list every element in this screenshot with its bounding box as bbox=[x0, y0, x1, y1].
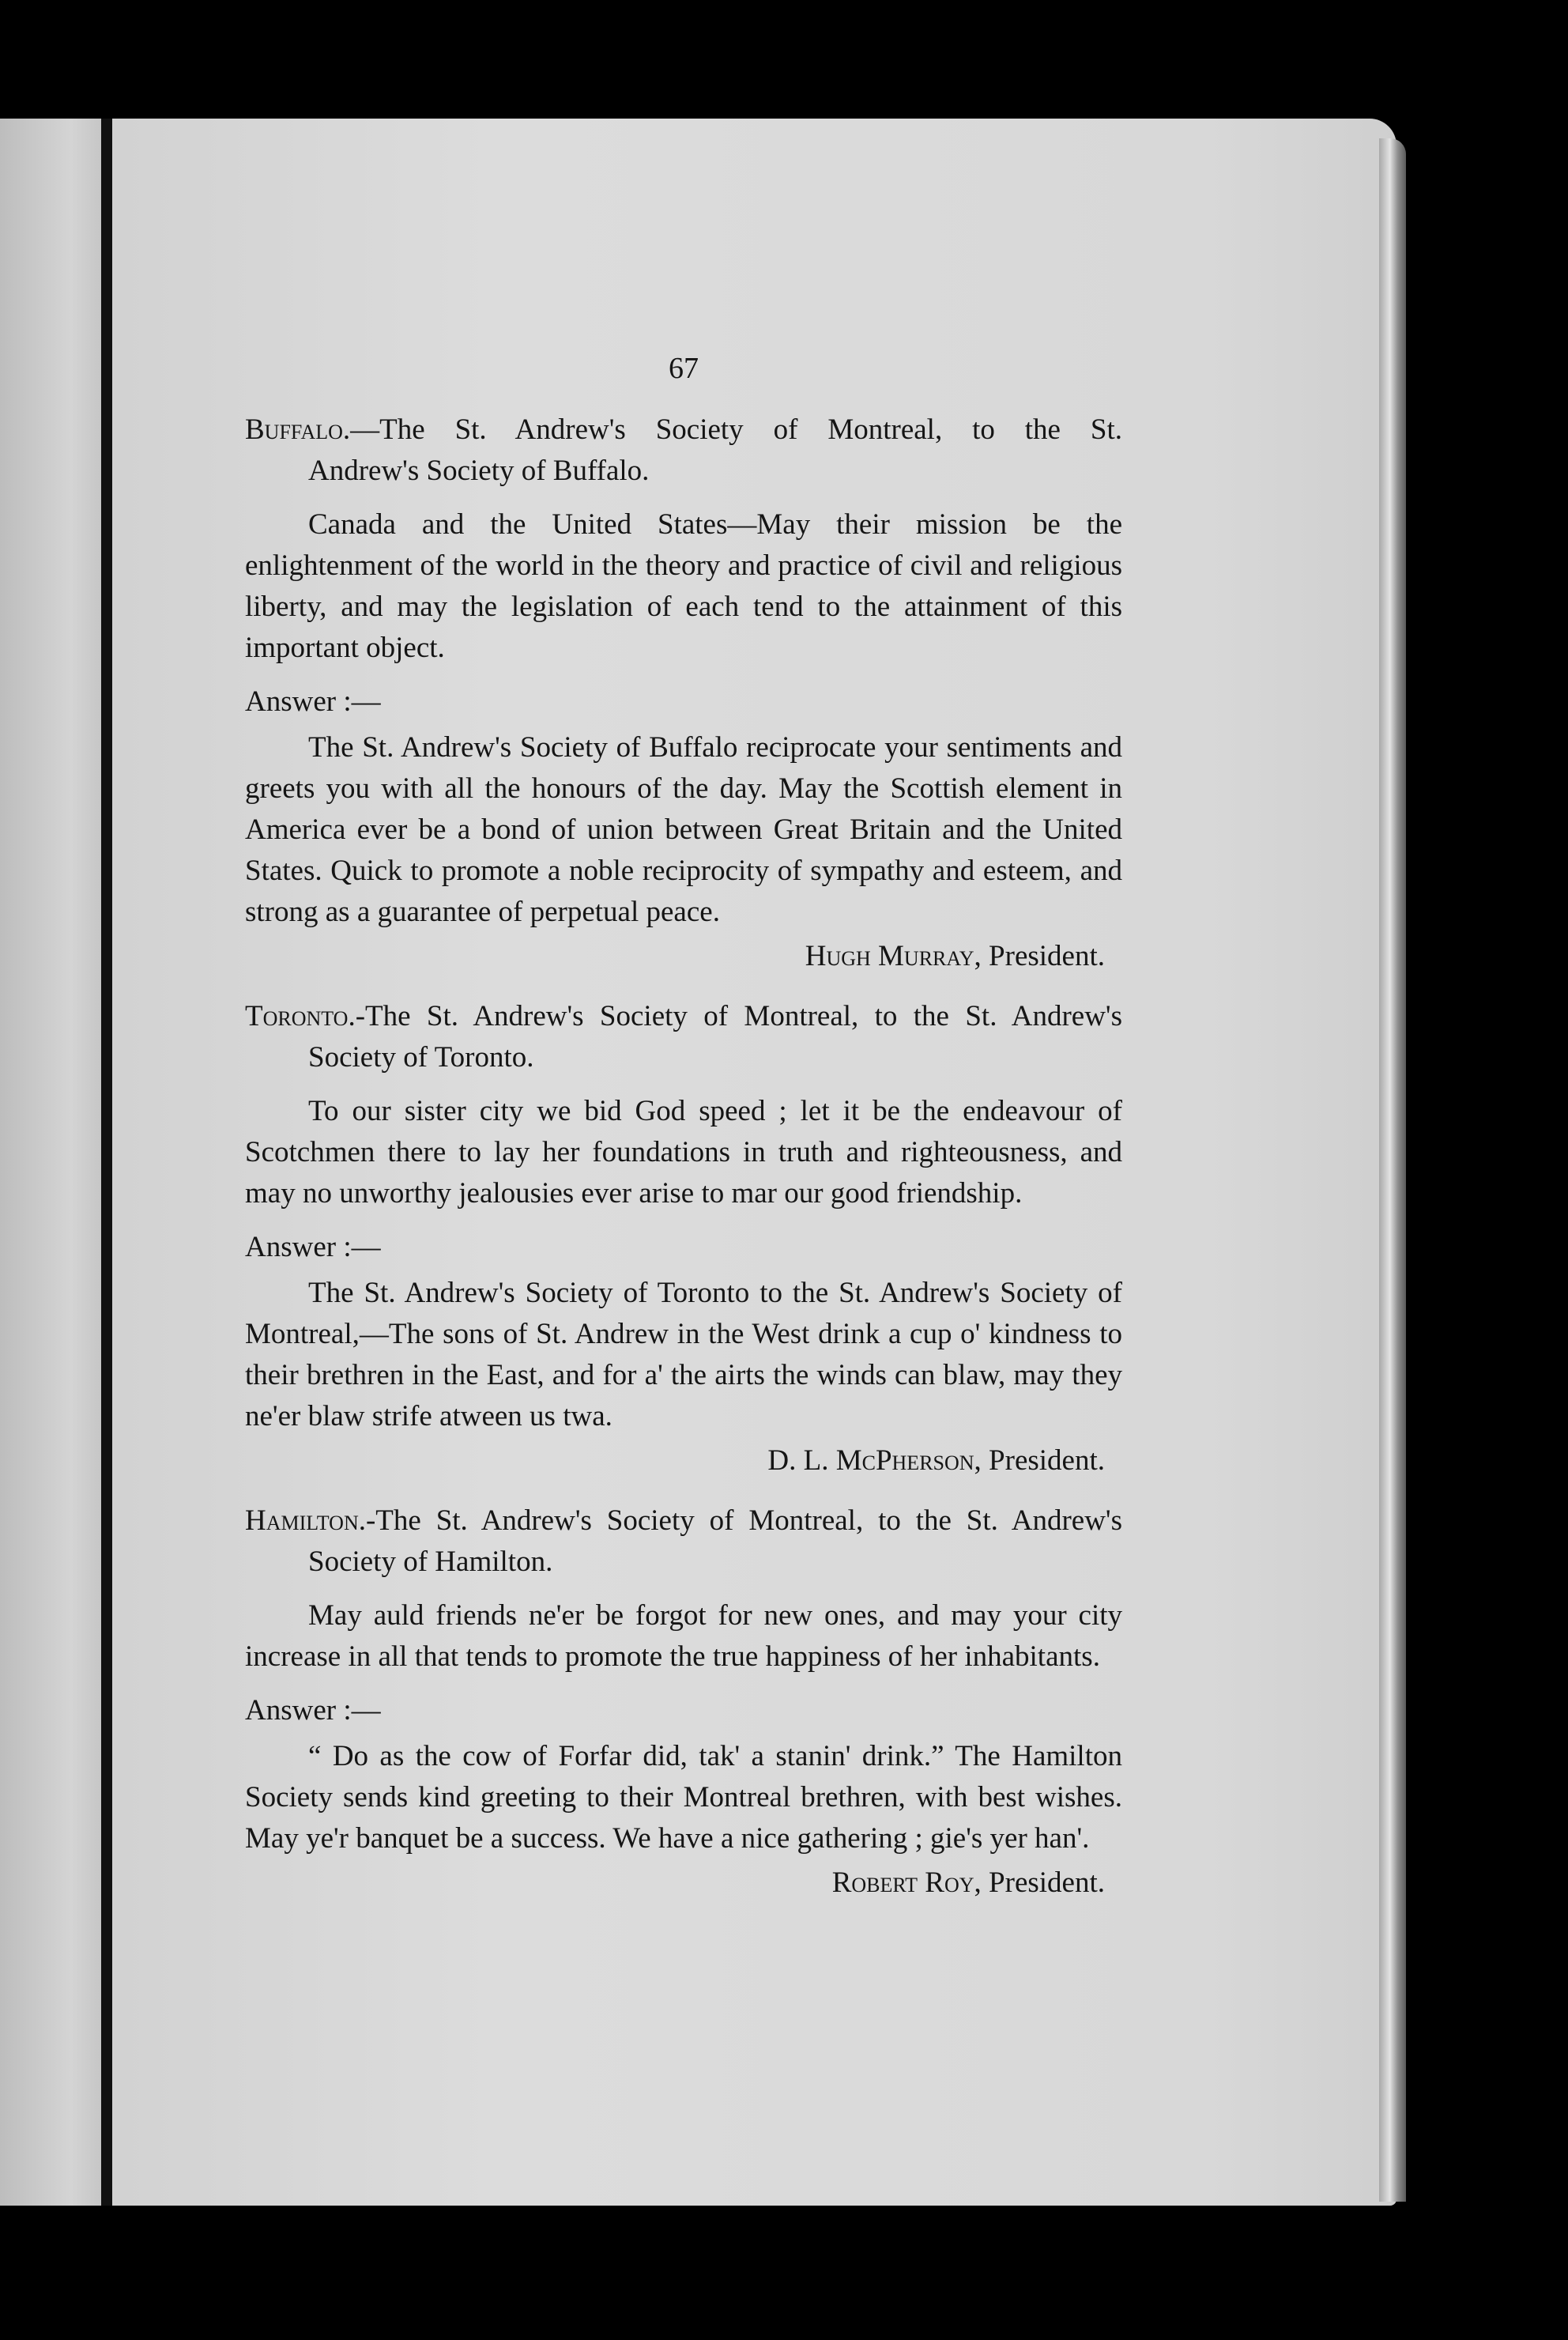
heading-continuation: Andrew's Society of Buffalo. bbox=[308, 455, 650, 487]
page-text bbox=[245, 348, 1122, 1923]
answer-label: Answer :— bbox=[245, 1231, 381, 1263]
heading-text: -The St. Andrew's Society of Montreal, to the St. Andrew's bbox=[365, 1504, 1122, 1537]
answer-label: Answer :— bbox=[245, 685, 381, 718]
entry-heading bbox=[245, 996, 1122, 1037]
heading-text: -The St. Andrew's Society of Montreal, to the St. Andrew's bbox=[355, 1000, 1122, 1032]
entry-hamilton bbox=[245, 1500, 1122, 1904]
page-fore-edge bbox=[1379, 138, 1406, 2202]
entry-heading bbox=[245, 410, 1122, 451]
signatory-title: , President. bbox=[974, 1444, 1105, 1477]
toast-text: Canada and the United States—May their mission be the enlightenment of the world in the theory and practice of civil and religious liberty, and may the legislation of each tend to the attainment of this important object. bbox=[245, 508, 1122, 664]
signatory-name: D. L. McPherson bbox=[767, 1444, 974, 1477]
signatory-name: Robert Roy bbox=[831, 1866, 974, 1899]
facing-page-edge bbox=[0, 119, 101, 2206]
heading-continuation: Society of Toronto. bbox=[308, 1041, 534, 1074]
signatory-title: , President. bbox=[974, 1866, 1105, 1899]
answer-text: The St. Andrew's Society of Buffalo reciprocate your sentiments and greets you with all the honours of the day. May the Scottish element in America ever be a bond of union between Great Britain and the United States. Quick to promote a noble reciprocity of sympathy and esteem, and strong as a guarantee of perpetual peace. bbox=[245, 731, 1122, 928]
toast-text: To our sister city we bid God speed ; let it be the endeavour of Scotchmen there to lay her foundations in truth and righteousness, and may no unworthy jealousies ever arise to mar our good friendship. bbox=[245, 1095, 1122, 1210]
signatory-name: Hugh Murray bbox=[805, 940, 974, 972]
place-name: Hamilton. bbox=[245, 1504, 366, 1537]
heading-continuation: Society of Hamilton. bbox=[308, 1546, 553, 1578]
entry-toronto bbox=[245, 996, 1122, 1481]
answer-text: “ Do as the cow of Forfar did, tak' a stanin' drink.” The Hamilton Society sends kind greeting to their Montreal brethren, with best wishes. May ye'r banquet be a success. We have a nice gathering ; gie's yer han'. bbox=[245, 1740, 1122, 1855]
entry-buffalo bbox=[245, 410, 1122, 977]
answer-label: Answer :— bbox=[245, 1694, 381, 1727]
page-number: 67 bbox=[669, 352, 699, 385]
signatory-title: , President. bbox=[974, 940, 1105, 972]
place-name: Toronto. bbox=[245, 1000, 356, 1032]
heading-text: —The St. Andrew's Society of Montreal, to the St. bbox=[350, 413, 1122, 446]
entry-heading bbox=[245, 1500, 1122, 1542]
binding-gutter bbox=[101, 119, 112, 2206]
toast-text: May auld friends ne'er be forgot for new ones, and may your city increase in all that tends to promote the true happiness of her inhabitants. bbox=[245, 1599, 1122, 1673]
answer-text: The St. Andrew's Society of Toronto to the St. Andrew's Society of Montreal,—The sons of St. Andrew in the West drink a cup o' kindness to their brethren in the East, and for a' the airts the winds can blaw, may they ne'er blaw strife atween us twa. bbox=[245, 1277, 1122, 1432]
signature bbox=[245, 1440, 1122, 1481]
place-name: Buffalo. bbox=[245, 413, 351, 446]
signature bbox=[245, 936, 1122, 977]
signature bbox=[245, 1863, 1122, 1904]
